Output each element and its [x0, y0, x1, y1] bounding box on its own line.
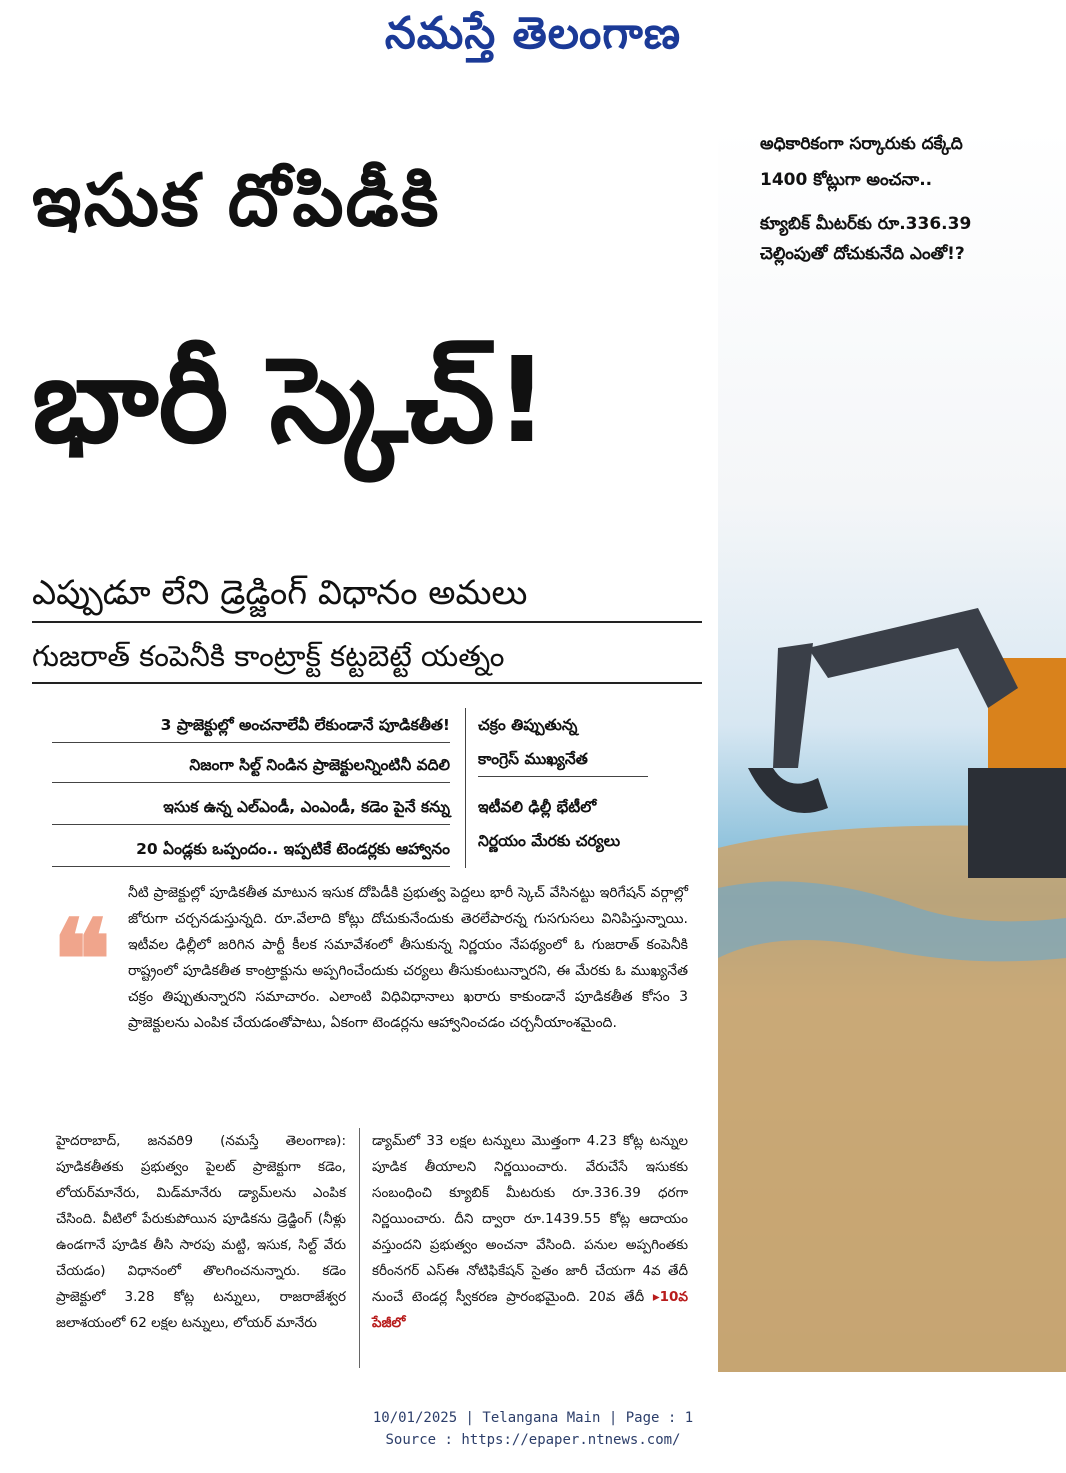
- column-divider: [359, 1128, 360, 1368]
- masthead-logo: నమస్తే తెలంగాణ: [384, 8, 682, 59]
- footer-source[interactable]: Source : https://epaper.ntnews.com/: [385, 1432, 681, 1448]
- kicker-line: క్యూబిక్ మీటర్‌కు రూ.336.39: [760, 214, 972, 234]
- subhead-2: గుజరాత్ కంపెనీకి కాంట్రాక్ట్ కట్టబెట్టే యత్నం: [32, 630, 702, 684]
- headline-line-1: ఇసుక దోపిడీకి: [32, 158, 441, 242]
- excavator-illustration: [718, 128, 1066, 1372]
- continued-label: 10వ పేజీలో: [372, 1289, 688, 1331]
- kicker-line: 1400 కోట్లుగా అంచనా..: [760, 170, 933, 190]
- subhead-1: ఎప్పుడూ లేని డ్రెడ్జింగ్ విధానం అమలు: [32, 565, 702, 623]
- kicker-line: అధికారికంగా సర్కారుకు దక్కేది: [760, 134, 963, 154]
- footer-edition: 10/01/2025 | Telangana Main | Page : 1: [372, 1410, 694, 1426]
- highlight-left: 20 ఏండ్లకు ఒప్పందం.. ఇప్పటికే టెండర్లకు ఆహ్వానం: [52, 832, 450, 867]
- intro-paragraph: నీటి ప్రాజెక్టుల్లో పూడికతీత మాటున ఇసుక దోపిడీకి ప్రభుత్వ పెద్దలు భారీ స్కెచ్ వేసినట్టు ఇరిగేషన్ వర్గాల్లో జోరుగా చర్చనడుస్తున్నది. రూ.వేలాది కోట్లు దోచుకునేందుకు తెరలేపారన్న గుసగుసలు వినిపిస్తున్నాయి. ఇటీవల ఢిల్లీలో జరిగిన పార్టీ కీలక సమావేశంలో తీసుకున్న నిర్ణయం నేపథ్యంలో ఓ గుజరాత్ కంపెనీకి రాష్ట్రంలో పూడికతీత కాంట్రాక్టును అప్పగించేందుకు చర్యలు తీసుకుంటున్నారని, ఈ మేరకు ఓ ముఖ్యనేత చక్రం తిప్పుతున్నారని సమాచారం. ఎలాంటి విధివిధానాలు ఖరారు కాకుండానే పూడికతీత కోసం 3 ప్రాజెక్టులను ఎంపిక చేయడంతోపాటు, ఏకంగా టెండర్లను ఆహ్వానించడం చర్చనీయాంశమైంది.: [128, 885, 688, 1031]
- quote-mark-icon: ❝: [52, 895, 112, 1024]
- excavator-photo: [718, 128, 1066, 1372]
- column-divider: [465, 708, 466, 868]
- highlight-right: ఇటీవలి ఢిల్లీ భేటీలో: [478, 798, 597, 816]
- highlight-right: కాంగ్రెస్ ముఖ్యనేత: [478, 742, 648, 777]
- highlight-right: చక్రం తిప్పుతున్న: [478, 716, 578, 734]
- highlight-left: నిజంగా సిల్ట్ నిండిన ప్రాజెక్టులన్నింటినీ వదిలి: [52, 748, 450, 783]
- kicker-line: చెల్లింపుతో దోచుకునేది ఎంతో!?: [760, 244, 965, 264]
- highlight-left: 3 ప్రాజెక్టుల్లో అంచనాలేవీ లేకుండానే పూడికతీత!: [52, 708, 450, 743]
- body-column-2-text: డ్యామ్‌లో 33 లక్షల టన్నులు మొత్తంగా 4.23 కోట్ల టన్నుల పూడిక తీయాలని నిర్ణయించారు. వేరుచేసే ఇసుకకు సంబంధించి క్యూబిక్ మీటరుకు రూ.336.39 ధరగా నిర్ణయించారు. దీని ద్వారా రూ.1439.55 కోట్ల ఆదాయం వస్తుందని ప్రభుత్వం అంచనా వేసింది. పనుల అప్పగింతకు కరీంనగర్ ఎస్‌ఈ నోటిఫికేషన్ సైతం జారీ చేయగా 4వ తేదీ నుంచే టెండర్ల స్వీకరణ ప్రారంభమైంది. 20వ తేదీ: [372, 1133, 688, 1305]
- highlight-left: ఇసుక ఉన్న ఎల్‌ఎండీ, ఎంఎండీ, కడెం పైనే కన్ను: [52, 790, 450, 825]
- body-column-2: [372, 1128, 688, 1336]
- highlight-right: నిర్ణయం మేరకు చర్యలు: [478, 832, 621, 850]
- continued-link[interactable]: ▸10వ పేజీలో: [372, 1289, 688, 1331]
- body-column-1: హైదరాబాద్, జనవరి9 (నమస్తే తెలంగాణ): పూడికతీతకు ప్రభుత్వం పైలట్ ప్రాజెక్టుగా కడెం, లోయర్‌మానేరు, మిడ్‌మానేరు డ్యామ్‌లను ఎంపిక చేసింది. వీటిలో పేరుకుపోయిన పూడికను డ్రెడ్జింగ్ (నీళ్లు ఉండగానే పూడిక తీసి సారపు మట్టి, ఇసుక, సిల్ట్ వేరు చేయడం) విధానంలో తొలగించనున్నారు. కడెం ప్రాజెక్టులో 3.28 కోట్ల టన్నులు, రాజరాజేశ్వర జలాశయంలో 62 లక్షల టన్నులు, లోయర్ మానేరు: [56, 1133, 346, 1331]
- headline-line-2: భారీ స్కెచ్!: [32, 331, 549, 469]
